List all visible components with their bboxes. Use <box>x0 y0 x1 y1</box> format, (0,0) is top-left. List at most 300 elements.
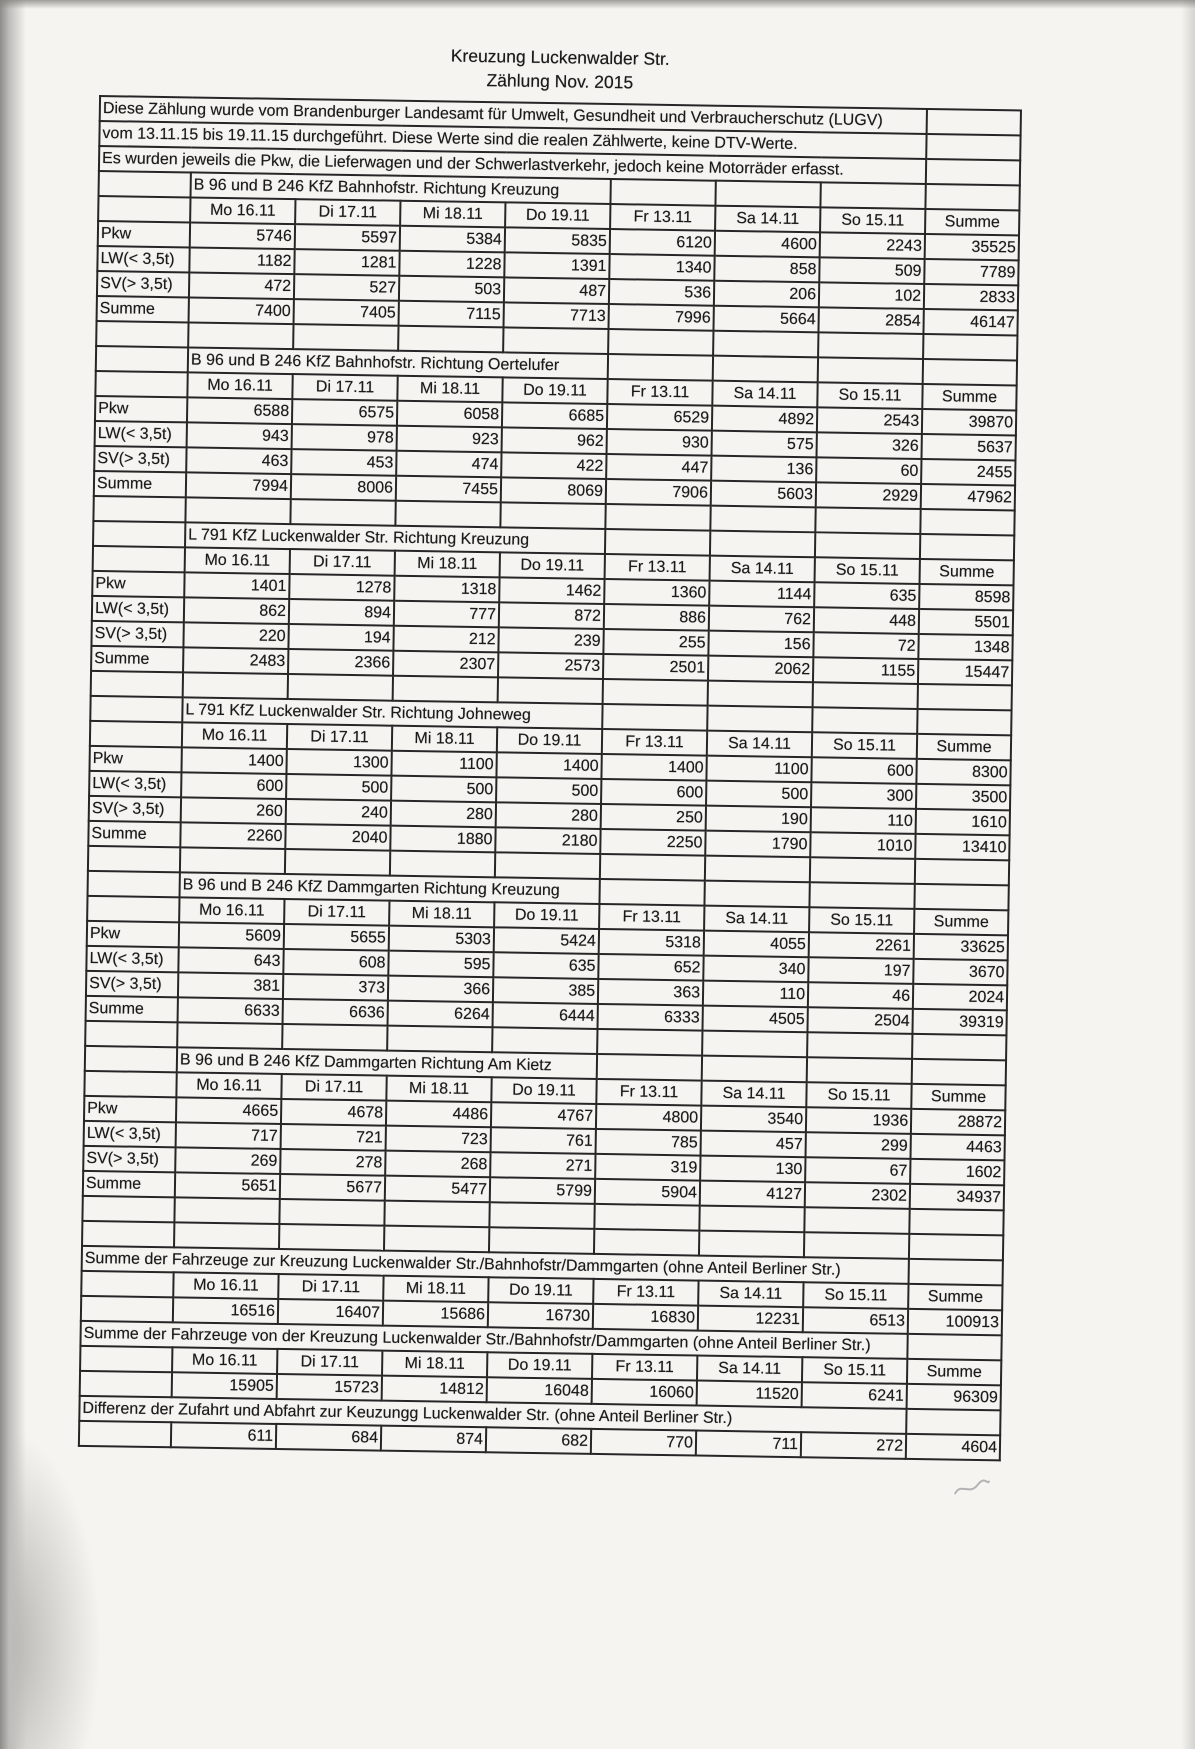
value-cell: 239 <box>498 627 603 654</box>
row-label: Pkw <box>95 396 187 422</box>
day-header: Di 17.11 <box>290 549 395 576</box>
table-title: B 96 und B 246 KfZ Dammgarten Richtung Am Kietz <box>177 1047 597 1079</box>
empty-cell <box>710 531 815 558</box>
row-label: SV(> 3,5t) <box>86 971 178 997</box>
day-header: Fr 13.11 <box>607 379 712 406</box>
separator-cell <box>285 849 390 876</box>
day-header: Di 17.11 <box>281 1074 386 1101</box>
day-header: So 15.11 <box>815 557 920 584</box>
separator-cell <box>600 854 705 881</box>
separator-cell <box>603 679 708 706</box>
value-cell: 250 <box>601 804 706 831</box>
value-cell: 67 <box>805 1157 910 1184</box>
value-cell: 711 <box>696 1431 801 1458</box>
day-header: So 15.11 <box>803 1282 908 1309</box>
row-label: Summe <box>83 1171 175 1197</box>
value-cell: 5664 <box>713 306 818 333</box>
value-cell: 300 <box>811 782 916 809</box>
day-header: Mo 16.11 <box>179 897 284 924</box>
separator-cell <box>915 859 1009 885</box>
value-cell: 2261 <box>809 932 914 959</box>
value-cell: 156 <box>708 631 813 658</box>
value-cell: 6120 <box>610 229 715 256</box>
value-cell: 5677 <box>280 1174 385 1201</box>
row-label: Summe <box>91 646 183 672</box>
value-cell: 2573 <box>498 652 603 679</box>
corner-cell <box>80 1371 172 1397</box>
value-cell: 4767 <box>491 1102 596 1129</box>
separator-cell <box>702 1031 807 1058</box>
separator-cell <box>82 1196 174 1222</box>
value-cell: 448 <box>814 607 919 634</box>
corner-cell <box>98 196 190 222</box>
value-cell: 600 <box>601 779 706 806</box>
corner-cell <box>95 371 187 397</box>
note-line: vom 13.11.15 bis 19.11.15 durchgeführt. Diese Werte sind die realen Zählwerte, keine DTV-Werte. <box>99 121 926 159</box>
value-cell: 2307 <box>393 651 498 678</box>
separator-cell <box>708 681 813 708</box>
value-cell: 6333 <box>597 1004 702 1031</box>
row-sum-cell: 7789 <box>924 259 1018 285</box>
day-header: So 15.11 <box>802 1357 907 1384</box>
value-cell: 7115 <box>399 301 504 328</box>
separator-cell <box>489 1202 594 1229</box>
separator-cell <box>498 677 603 704</box>
separator-cell <box>699 1231 804 1258</box>
value-cell: 278 <box>280 1149 385 1176</box>
separator-cell <box>804 1207 909 1234</box>
day-header: Fr 13.11 <box>602 729 707 756</box>
corner-cell <box>99 171 191 197</box>
value-cell: 1401 <box>184 572 289 599</box>
day-header: Di 17.11 <box>277 1349 382 1376</box>
separator-cell <box>282 1024 387 1051</box>
day-header: Do 19.11 <box>505 202 610 229</box>
day-header: Mo 16.11 <box>173 1272 278 1299</box>
row-label: Pkw <box>98 221 190 247</box>
row-label: Summe <box>86 996 178 1022</box>
value-cell: 6685 <box>502 402 607 429</box>
row-sum-cell: 1602 <box>910 1159 1004 1185</box>
value-cell: 1281 <box>294 249 399 276</box>
pencil-mark-icon <box>950 1475 993 1505</box>
value-cell: 5424 <box>494 927 599 954</box>
day-header: Di 17.11 <box>278 1274 383 1301</box>
separator-cell <box>920 509 1014 535</box>
value-cell: 130 <box>700 1156 805 1183</box>
value-cell: 2062 <box>708 656 813 683</box>
value-cell: 6264 <box>388 1001 493 1028</box>
value-cell: 7906 <box>606 479 711 506</box>
corner-cell <box>96 346 188 372</box>
value-cell: 16830 <box>593 1304 698 1331</box>
empty-cell <box>610 179 715 206</box>
separator-cell <box>279 1199 384 1226</box>
value-cell: 2243 <box>820 232 925 259</box>
value-cell: 1391 <box>504 252 609 279</box>
value-cell: 1100 <box>391 751 496 778</box>
value-cell: 15905 <box>172 1372 277 1399</box>
empty-cell <box>702 1056 807 1083</box>
summe-header: Summe <box>917 734 1011 760</box>
value-cell: 280 <box>391 801 496 828</box>
doc-title: Kreuzung Luckenwalder Str. <box>450 45 670 69</box>
value-cell: 2501 <box>603 654 708 681</box>
value-cell: 197 <box>808 957 913 984</box>
value-cell: 457 <box>701 1131 806 1158</box>
value-cell: 7455 <box>396 476 501 503</box>
day-header: Fr 13.11 <box>605 554 710 581</box>
value-cell: 4665 <box>176 1097 281 1124</box>
row-label: LW(< 3,5t) <box>92 596 184 622</box>
separator-cell <box>177 1022 282 1049</box>
day-header: Do 19.11 <box>500 552 605 579</box>
row-label: Pkw <box>89 746 181 772</box>
separator-cell <box>183 672 288 699</box>
separator-cell <box>489 1227 594 1254</box>
value-cell: 5904 <box>595 1179 700 1206</box>
value-cell: 717 <box>176 1122 281 1149</box>
row-sum-cell: 39870 <box>922 409 1016 435</box>
value-cell: 1182 <box>189 247 294 274</box>
row-label: Summe <box>88 821 180 847</box>
separator-cell <box>909 1209 1003 1235</box>
value-cell: 6636 <box>283 999 388 1026</box>
row-label: Pkw <box>84 1096 176 1122</box>
table-title: B 96 und B 246 KfZ Bahnhofstr. Richtung Kreuzung <box>191 172 611 204</box>
value-cell: 500 <box>706 781 811 808</box>
row-label: LW(< 3,5t) <box>89 771 181 797</box>
row-sum-cell: 35525 <box>925 234 1019 260</box>
row-sum-cell: 2833 <box>924 284 1018 310</box>
value-cell: 600 <box>181 772 286 799</box>
value-cell: 5609 <box>179 922 284 949</box>
value-cell: 2366 <box>288 649 393 676</box>
value-cell: 6529 <box>607 404 712 431</box>
value-cell: 269 <box>175 1147 280 1174</box>
day-header: Di 17.11 <box>292 374 397 401</box>
empty-cell <box>820 182 925 209</box>
separator-cell <box>605 504 710 531</box>
value-cell: 212 <box>393 626 498 653</box>
value-cell: 6241 <box>802 1382 907 1409</box>
value-cell: 4600 <box>715 231 820 258</box>
summary-title: Summe der Fahrzeuge zur Kreuzung Luckenwalder Str./Bahnhofstr/Dammgarten (ohne Anteil Berliner Str.) <box>82 1246 909 1284</box>
value-cell: 635 <box>493 952 598 979</box>
summe-header: Summe <box>907 1359 1001 1385</box>
value-cell: 5318 <box>599 929 704 956</box>
empty-cell <box>807 1057 912 1084</box>
empty-cell <box>602 704 707 731</box>
value-cell: 1100 <box>706 756 811 783</box>
day-header: Sa 14.11 <box>698 1281 803 1308</box>
value-cell: 2543 <box>817 407 922 434</box>
day-header: Do 19.11 <box>497 727 602 754</box>
value-cell: 4055 <box>704 931 809 958</box>
row-sum-cell: 2455 <box>921 459 1015 485</box>
day-header: So 15.11 <box>820 207 925 234</box>
empty-cell <box>818 357 923 384</box>
day-header: Mo 16.11 <box>176 1072 281 1099</box>
row-sum-cell: 8598 <box>919 584 1013 610</box>
empty-cell <box>812 707 917 734</box>
value-cell: 608 <box>283 949 388 976</box>
row-sum-cell: 28872 <box>911 1109 1005 1135</box>
value-cell: 761 <box>491 1127 596 1154</box>
value-cell: 886 <box>604 604 709 631</box>
value-cell: 46 <box>808 982 913 1009</box>
empty-cell <box>914 884 1008 910</box>
corner-cell <box>88 871 180 897</box>
value-cell: 487 <box>504 277 609 304</box>
day-header: Mi 18.11 <box>382 1351 487 1378</box>
row-label: Pkw <box>92 571 184 597</box>
table-title: B 96 und B 246 KfZ Dammgarten Richtung Kreuzung <box>180 872 600 904</box>
day-header: Mi 18.11 <box>386 1076 491 1103</box>
value-cell: 978 <box>292 424 397 451</box>
value-cell: 5655 <box>284 924 389 951</box>
empty-cell <box>704 881 809 908</box>
day-header: Sa 14.11 <box>701 1081 806 1108</box>
value-cell: 4892 <box>712 406 817 433</box>
value-cell: 5603 <box>711 481 816 508</box>
value-cell: 1340 <box>609 254 714 281</box>
value-cell: 1300 <box>286 749 391 776</box>
empty-cell <box>906 1409 1000 1435</box>
value-cell: 2504 <box>807 1007 912 1034</box>
row-sum-cell: 46147 <box>924 309 1018 335</box>
value-cell: 280 <box>496 802 601 829</box>
value-cell: 1400 <box>496 752 601 779</box>
value-cell: 15723 <box>277 1374 382 1401</box>
day-header: Sa 14.11 <box>704 906 809 933</box>
day-header: Di 17.11 <box>287 724 392 751</box>
row-sum-cell: 3500 <box>916 784 1010 810</box>
day-header: Mi 18.11 <box>397 376 502 403</box>
separator-cell <box>384 1226 489 1253</box>
value-cell: 14812 <box>382 1376 487 1403</box>
value-cell: 2040 <box>285 824 390 851</box>
row-label: SV(> 3,5t) <box>91 621 183 647</box>
value-cell: 194 <box>288 624 393 651</box>
value-cell: 463 <box>186 447 291 474</box>
separator-cell <box>93 496 185 522</box>
row-sum-cell: 4463 <box>911 1134 1005 1160</box>
corner-cell <box>84 1071 176 1097</box>
value-cell: 363 <box>598 979 703 1006</box>
value-cell: 4678 <box>281 1099 386 1126</box>
value-cell: 862 <box>184 597 289 624</box>
day-header: Sa 14.11 <box>712 381 817 408</box>
summe-header: Summe <box>920 559 1014 585</box>
traffic-count-table <box>78 95 1022 1461</box>
empty-cell <box>597 1054 702 1081</box>
value-cell: 4800 <box>596 1104 701 1131</box>
separator-cell <box>705 856 810 883</box>
value-cell: 872 <box>499 602 604 629</box>
value-cell: 453 <box>291 449 396 476</box>
separator-cell <box>699 1206 804 1233</box>
day-header: Fr 13.11 <box>610 204 715 231</box>
day-header: Fr 13.11 <box>592 1354 697 1381</box>
value-cell: 474 <box>396 451 501 478</box>
row-label: LW(< 3,5t) <box>97 246 189 272</box>
summe-header: Summe <box>914 909 1008 935</box>
value-cell: 206 <box>714 281 819 308</box>
value-cell: 1400 <box>601 754 706 781</box>
value-cell: 527 <box>294 274 399 301</box>
separator-cell <box>185 497 290 524</box>
value-cell: 385 <box>493 977 598 1004</box>
value-cell: 422 <box>501 452 606 479</box>
value-cell: 340 <box>703 956 808 983</box>
day-header: Mi 18.11 <box>400 201 505 228</box>
value-cell: 6633 <box>178 997 283 1024</box>
sheet-content <box>78 38 1021 1461</box>
value-cell: 785 <box>596 1129 701 1156</box>
separator-cell <box>713 331 818 358</box>
row-sum-cell: 1610 <box>916 809 1010 835</box>
note-empty-cell <box>927 109 1021 135</box>
value-cell: 7994 <box>186 472 291 499</box>
value-cell: 635 <box>814 582 919 609</box>
day-header: Do 19.11 <box>491 1077 596 1104</box>
summary-title: Differenz der Zufahrt und Abfahrt zur Keuzungg Luckenwalder Str. (ohne Anteil Berliner Str.) <box>79 1396 906 1434</box>
summe-header: Summe <box>925 209 1019 235</box>
row-sum-cell: 96309 <box>907 1384 1001 1410</box>
row-label: SV(> 3,5t) <box>97 271 189 297</box>
value-cell: 500 <box>496 777 601 804</box>
value-cell: 611 <box>171 1422 276 1449</box>
value-cell: 72 <box>813 632 918 659</box>
separator-cell <box>918 684 1012 710</box>
corner-cell <box>85 1046 177 1072</box>
value-cell: 16516 <box>173 1297 278 1324</box>
value-cell: 1228 <box>399 251 504 278</box>
value-cell: 326 <box>817 432 922 459</box>
day-header: Do 19.11 <box>488 1277 593 1304</box>
row-sum-cell: 15447 <box>918 659 1012 685</box>
separator-cell <box>495 852 600 879</box>
value-cell: 762 <box>709 606 814 633</box>
value-cell: 509 <box>819 257 924 284</box>
value-cell: 777 <box>394 601 499 628</box>
value-cell: 5651 <box>175 1172 280 1199</box>
value-cell: 1790 <box>705 831 810 858</box>
value-cell: 447 <box>606 454 711 481</box>
empty-cell <box>923 359 1017 385</box>
value-cell: 894 <box>289 599 394 626</box>
value-cell: 5384 <box>400 226 505 253</box>
value-cell: 319 <box>595 1154 700 1181</box>
row-label: SV(> 3,5t) <box>94 446 186 472</box>
value-cell: 220 <box>183 622 288 649</box>
value-cell: 1936 <box>806 1107 911 1134</box>
row-label: SV(> 3,5t) <box>89 796 181 822</box>
value-cell: 5746 <box>190 222 295 249</box>
corner-cell <box>81 1296 173 1322</box>
value-cell: 1278 <box>289 574 394 601</box>
day-header: Sa 14.11 <box>707 731 812 758</box>
empty-cell <box>912 1059 1006 1085</box>
separator-cell <box>390 851 495 878</box>
day-header: Sa 14.11 <box>697 1356 802 1383</box>
separator-cell <box>594 1204 699 1231</box>
value-cell: 1318 <box>394 576 499 603</box>
separator-cell <box>503 327 608 354</box>
value-cell: 136 <box>711 456 816 483</box>
value-cell: 5835 <box>505 227 610 254</box>
row-sum-cell: 47962 <box>921 484 1015 510</box>
value-cell: 60 <box>816 457 921 484</box>
value-cell: 500 <box>391 776 496 803</box>
separator-cell <box>88 846 180 872</box>
value-cell: 6575 <box>292 399 397 426</box>
value-cell: 16060 <box>592 1379 697 1406</box>
note-empty-cell <box>926 159 1020 185</box>
separator-cell <box>710 506 815 533</box>
empty-cell <box>925 184 1019 210</box>
value-cell: 595 <box>388 951 493 978</box>
corner-cell <box>90 721 182 747</box>
value-cell: 472 <box>189 272 294 299</box>
separator-cell <box>393 676 498 703</box>
separator-cell <box>290 499 395 526</box>
value-cell: 299 <box>806 1132 911 1159</box>
row-label: Pkw <box>87 921 179 947</box>
separator-cell <box>398 326 503 353</box>
separator-cell <box>804 1232 909 1259</box>
value-cell: 240 <box>286 799 391 826</box>
table-title: L 791 KfZ Luckenwalder Str. Richtung Kreuzung <box>185 522 605 554</box>
value-cell: 1360 <box>604 579 709 606</box>
corner-cell <box>93 546 185 572</box>
separator-cell <box>923 334 1017 360</box>
day-header: Mi 18.11 <box>392 726 497 753</box>
row-sum-cell: 33625 <box>914 934 1008 960</box>
separator-cell <box>82 1221 174 1247</box>
row-sum-cell: 5501 <box>919 609 1013 635</box>
empty-cell <box>599 879 704 906</box>
separator-cell <box>174 1197 279 1224</box>
day-header: Mi 18.11 <box>395 551 500 578</box>
value-cell: 11520 <box>697 1381 802 1408</box>
value-cell: 272 <box>801 1432 906 1459</box>
value-cell: 1155 <box>813 657 918 684</box>
separator-cell <box>608 329 713 356</box>
value-cell: 943 <box>187 422 292 449</box>
value-cell: 1144 <box>709 581 814 608</box>
value-cell: 643 <box>178 947 283 974</box>
value-cell: 600 <box>811 757 916 784</box>
row-sum-cell: 8300 <box>916 759 1010 785</box>
value-cell: 15686 <box>383 1301 488 1328</box>
day-header: Sa 14.11 <box>715 206 820 233</box>
value-cell: 5597 <box>295 224 400 251</box>
day-header: Di 17.11 <box>295 199 400 226</box>
separator-cell <box>180 847 285 874</box>
row-label: LW(< 3,5t) <box>86 946 178 972</box>
value-cell: 770 <box>591 1429 696 1456</box>
value-cell: 6513 <box>803 1307 908 1334</box>
row-label: Summe <box>94 471 186 497</box>
value-cell: 682 <box>486 1427 591 1454</box>
value-cell: 190 <box>706 806 811 833</box>
separator-cell <box>492 1027 597 1054</box>
day-header: So 15.11 <box>806 1082 911 1109</box>
value-cell: 16407 <box>278 1299 383 1326</box>
day-header: So 15.11 <box>809 907 914 934</box>
